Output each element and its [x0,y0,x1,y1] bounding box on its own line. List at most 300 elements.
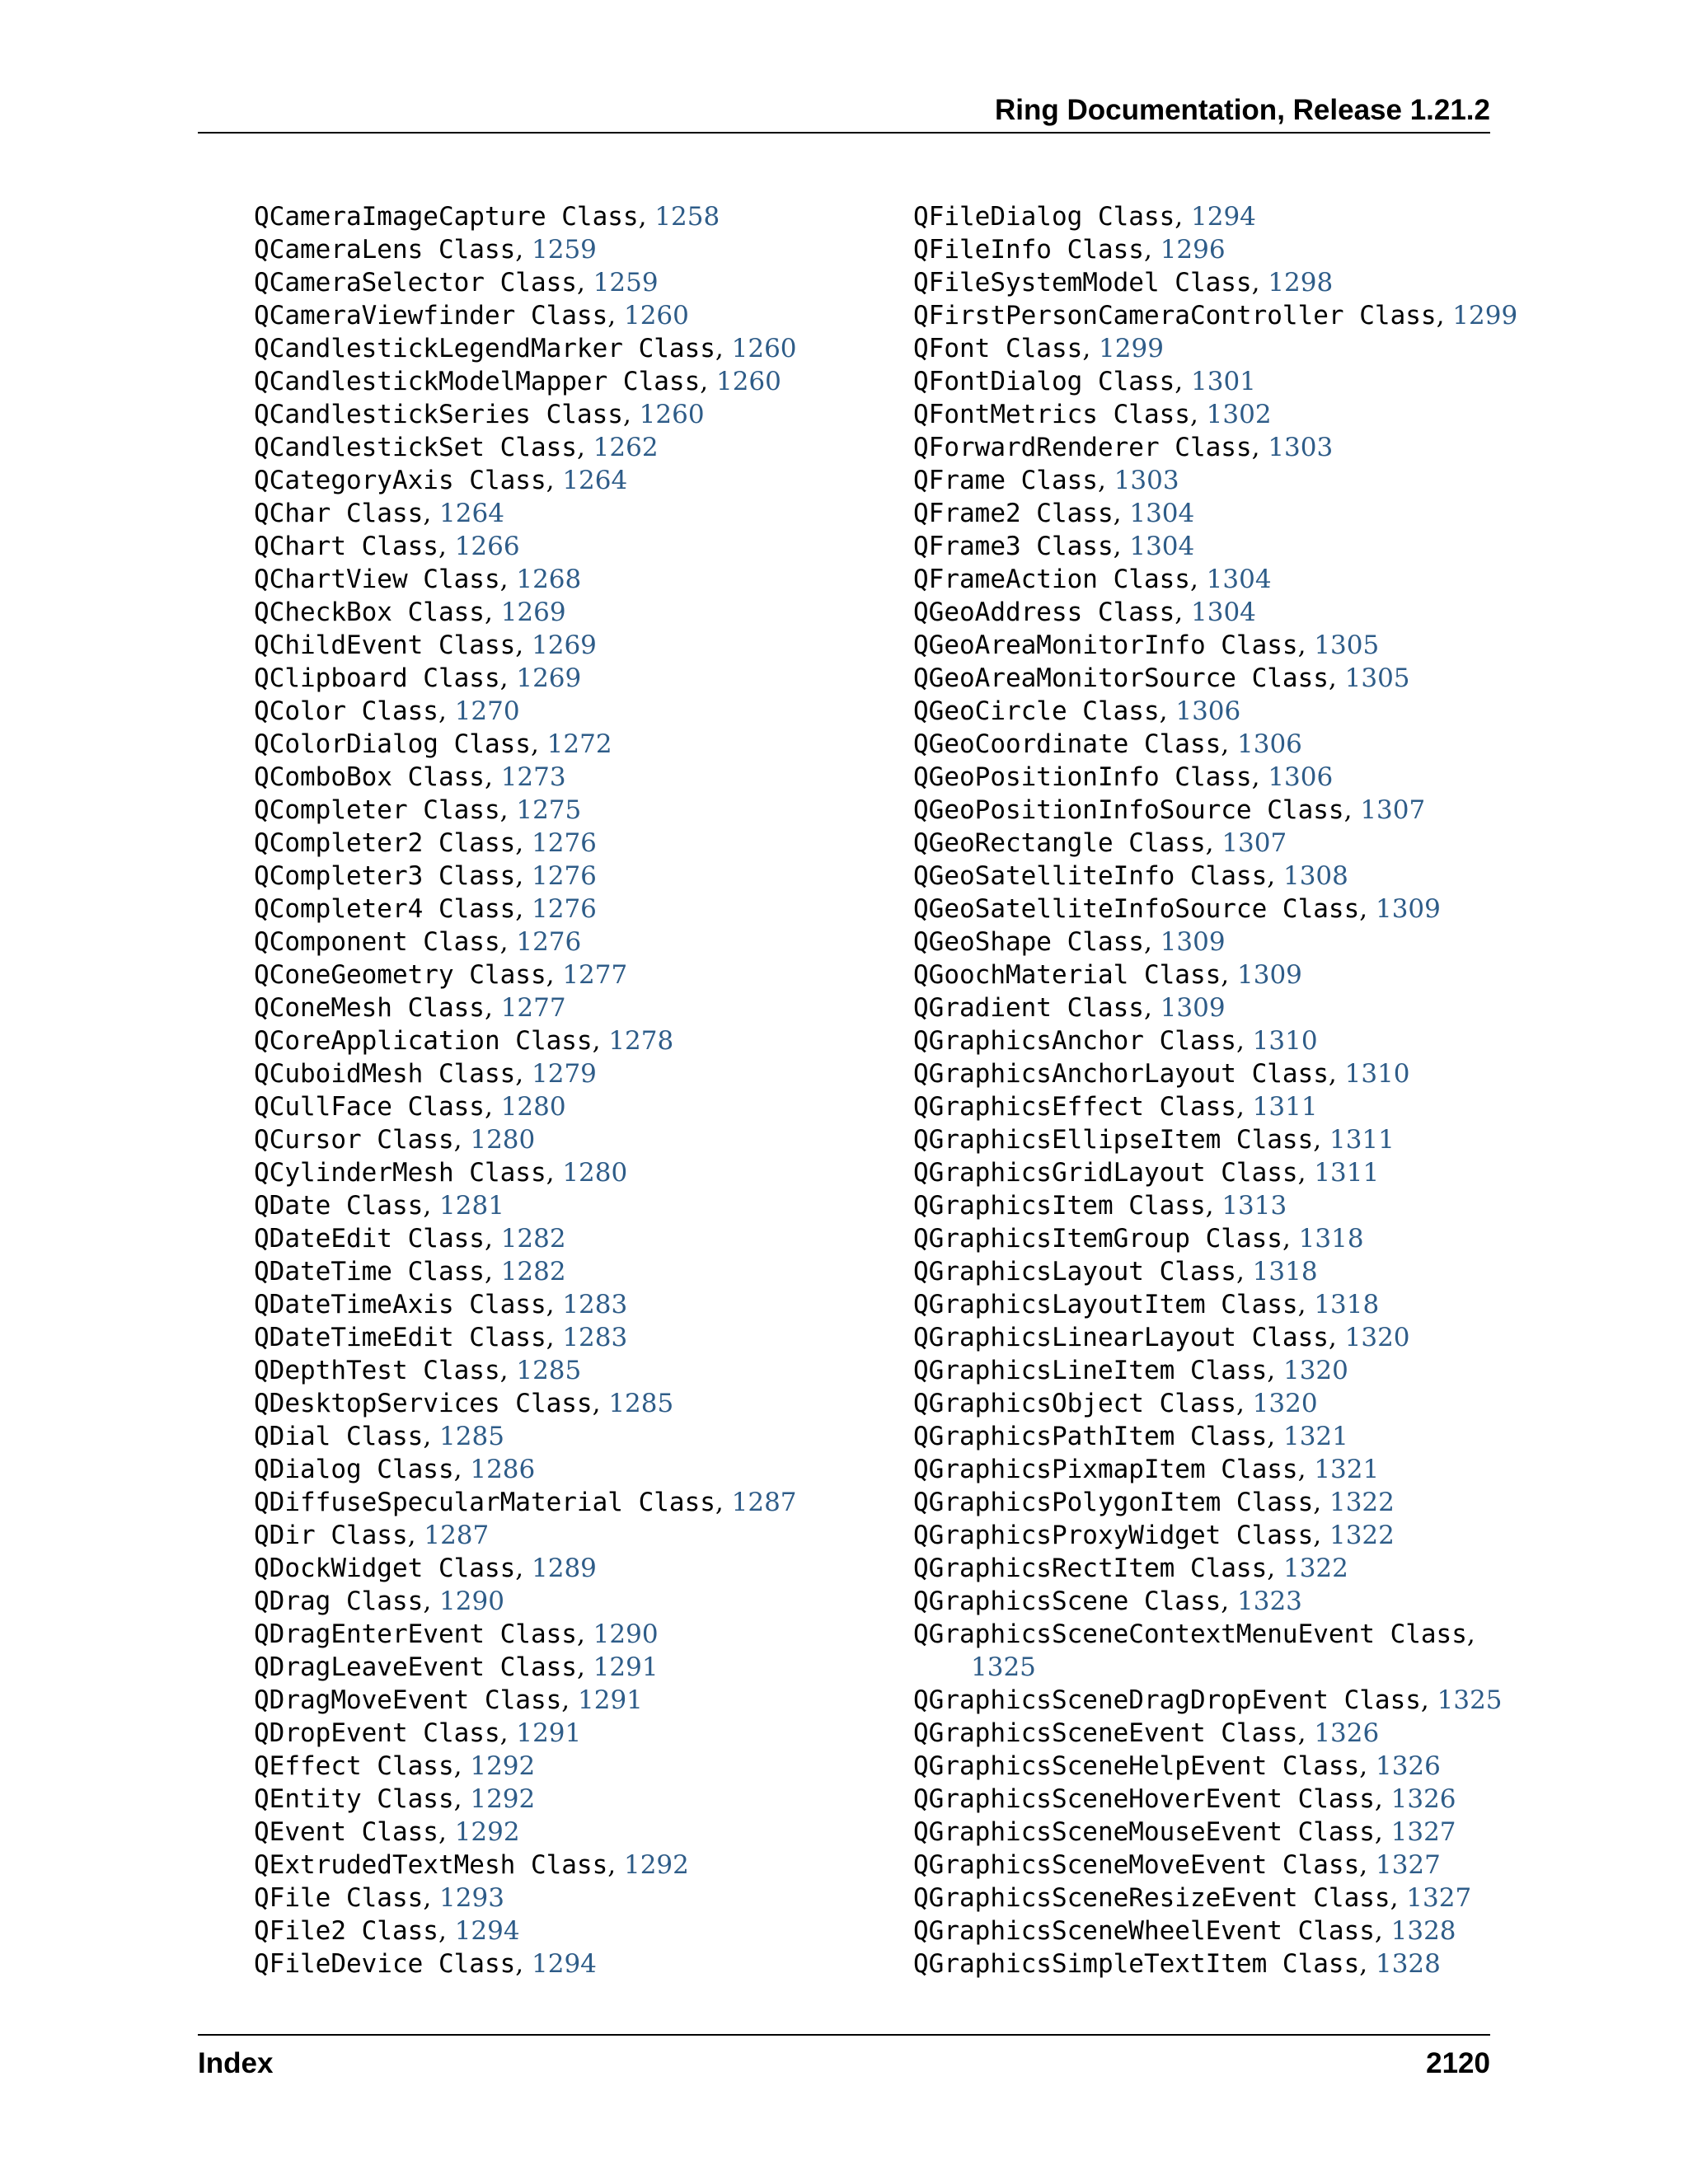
index-entry-separator: , [423,1422,440,1451]
index-entry-separator: , [1143,927,1160,957]
index-entry-name: QFileInfo Class [913,235,1144,265]
index-entry-page-link[interactable]: 1309 [1160,927,1226,957]
index-entry-separator: , [700,367,716,396]
index-entry-page-link[interactable]: 1318 [1252,1257,1318,1286]
index-entry-page-link[interactable]: 1327 [1406,1883,1472,1913]
index-entry-page-link[interactable]: 1306 [1237,729,1302,759]
index-entry-separator: , [407,1521,424,1550]
index-column-left [254,200,880,1980]
index-entry [913,398,1540,431]
index-entry [913,1057,1540,1090]
index-entry-page-link[interactable]: 1327 [1375,1850,1441,1880]
index-entry [913,1882,1540,1915]
index-entry-page-link[interactable]: 1258 [654,202,720,232]
page-footer [198,2034,1490,2079]
index-entry-page-link[interactable]: 1286 [470,1455,536,1484]
index-entry-name: QGeoPositionInfoSource Class [913,795,1344,825]
index-entry-name: QGraphicsRectItem Class [913,1554,1268,1583]
index-entry-page-link[interactable]: 1321 [1314,1455,1380,1484]
index-entry-page-link[interactable]: 1307 [1360,795,1426,825]
index-entry-name: QGraphicsSceneMoveEvent Class [913,1850,1360,1880]
index-entry-separator: , [484,1092,501,1122]
index-entry-separator: , [1221,729,1237,759]
index-entry-page-link[interactable]: 1285 [608,1389,674,1418]
index-entry [254,827,880,860]
index-entry-page-link[interactable]: 1262 [593,433,659,462]
index-entry-page-link[interactable]: 1266 [454,532,520,561]
index-entry-page-link[interactable]: 1280 [470,1125,536,1155]
index-entry-separator: , [546,466,563,495]
index-entry-page-link[interactable]: 1322 [1329,1488,1395,1517]
index-entry-name: QCullFace Class [254,1092,485,1122]
index-entry [254,299,880,332]
index-entry-name: QDepthTest Class [254,1356,500,1385]
index-entry [913,958,1540,991]
index-entry [254,233,880,266]
index-entry-page-link[interactable]: 1309 [1375,894,1441,924]
index-entry [913,1717,1540,1750]
index-entry [254,431,880,464]
index-entry [913,299,1540,332]
index-entry-name: QGraphicsPolygonItem Class [913,1488,1314,1517]
index-entry-page-link[interactable]: 1303 [1268,433,1334,462]
index-entry-page-link[interactable]: 1259 [532,235,597,265]
index-entry-name: QGraphicsEffect Class [913,1092,1236,1122]
index-entry-name: QCameraImageCapture Class [254,202,639,232]
index-entry-separator: , [515,828,532,858]
index-entry [254,991,880,1024]
index-entry [913,233,1540,266]
index-entry-page-link[interactable]: 1308 [1282,861,1348,891]
index-entry-separator: , [1313,1488,1329,1517]
footer-section-name: Index [198,2047,274,2079]
index-entry [254,1783,880,1816]
index-entry-name: QGeoAreaMonitorSource Class [913,663,1329,693]
index-entry-page-link[interactable]: 1273 [500,762,566,792]
index-entry-name: QGoochMaterial Class [913,960,1221,990]
index-entry-separator: , [499,1718,517,1748]
index-entry-separator: , [1267,1554,1283,1583]
index-entry-name: QChartView Class [254,565,500,594]
index-entry-page-link[interactable]: 1296 [1160,235,1226,265]
index-entry-page-link[interactable]: 1327 [1390,1817,1456,1847]
index-entry [913,1585,1540,1618]
index-entry-separator: , [499,1356,517,1385]
index-entry-page-link[interactable]: 1325 [971,1652,1036,1682]
index-entry-page-link[interactable]: 1260 [731,334,797,363]
index-entry-name: QDiffuseSpecularMaterial Class [254,1488,715,1517]
page-header [198,92,1490,134]
index-entry-separator: , [576,1619,593,1649]
index-entry [913,893,1540,926]
index-entry-name: QColorDialog Class [254,729,531,759]
index-entry-name: QCompleter4 Class [254,894,516,924]
index-entry-page-link[interactable]: 1313 [1221,1191,1287,1221]
index-entry [254,266,880,299]
index-entry [254,1915,880,1947]
index-entry [254,563,880,596]
index-entry-page-link[interactable]: 1281 [439,1191,504,1221]
index-entry-page-link[interactable]: 1318 [1314,1290,1380,1319]
index-entry-separator: , [1113,532,1130,561]
index-entry [254,365,880,398]
index-entry [254,332,880,365]
index-entry-page-link[interactable]: 1264 [562,466,628,495]
index-entry-name: QCandlestickLegendMarker Class [254,334,715,363]
index-entry-page-link[interactable]: 1287 [424,1521,490,1550]
index-entry-name: QDateTime Class [254,1257,485,1286]
index-entry [913,991,1540,1024]
index-entry-name: QCategoryAxis Class [254,466,546,495]
index-entry-page-link[interactable]: 1282 [500,1257,566,1286]
index-entry-name: QCursor Class [254,1125,454,1155]
index-entry [913,530,1540,563]
index-entry-separator: , [1328,1059,1345,1089]
index-entry-name: QDragLeaveEvent Class [254,1652,577,1682]
index-entry-page-link[interactable]: 1309 [1237,960,1302,990]
index-entry-page-link[interactable]: 1311 [1329,1125,1395,1155]
index-entry [913,1783,1540,1816]
index-entry-page-link[interactable]: 1302 [1206,400,1272,429]
index-entry-page-link[interactable]: 1268 [516,565,582,594]
index-entry-separator: , [515,894,532,924]
index-entry-page-link[interactable]: 1277 [500,993,566,1023]
index-entry-page-link[interactable]: 1305 [1344,663,1410,693]
index-entry-page-link[interactable]: 1326 [1314,1718,1380,1748]
index-entry-page-link[interactable]: 1299 [1099,334,1164,363]
index-entry [254,1255,880,1288]
index-entry-name: QGraphicsItemGroup Class [913,1224,1282,1254]
index-entry [913,1420,1540,1453]
index-entry-page-link[interactable]: 1269 [532,630,597,660]
index-entry-name: QGraphicsLayoutItem Class [913,1290,1298,1319]
index-entry-separator: , [499,663,517,693]
index-entry-name: QCameraSelector Class [254,268,577,298]
index-entry-separator: , [423,1586,440,1616]
index-entry-name: QConeGeometry Class [254,960,546,990]
index-entry-separator: , [1251,762,1268,792]
index-entry [913,629,1540,662]
index-entry [254,497,880,530]
index-entry-name: QChart Class [254,532,438,561]
index-entry-name: QCoreApplication Class [254,1026,593,1056]
index-entry-name: QCylinderMesh Class [254,1158,546,1188]
index-entry-separator: , [1251,433,1268,462]
index-entry-separator: , [1221,1586,1237,1616]
index-entry [913,1024,1540,1057]
index-entry-name: QGraphicsLinearLayout Class [913,1323,1329,1352]
index-entry-name: QGraphicsSceneResizeEvent Class [913,1883,1390,1913]
index-entry-page-link[interactable]: 1309 [1160,993,1226,1023]
index-entry-separator: , [1297,630,1315,660]
index-entry-page-link[interactable]: 1306 [1175,696,1241,726]
index-entry-separator: , [715,334,732,363]
index-entry [913,1288,1540,1321]
index-entry [254,662,880,695]
index-entry-separator: , [530,729,547,759]
index-entry-page-link[interactable]: 1326 [1375,1751,1441,1781]
index-entry-separator: , [1297,1290,1315,1319]
index-entry-page-link[interactable]: 1307 [1221,828,1287,858]
index-entry [913,860,1540,893]
index-entry-name: QFileDialog Class [913,202,1175,232]
index-entry-separator: , [453,1455,471,1484]
index-entry [913,662,1540,695]
index-entry-name: QEvent Class [254,1817,438,1847]
index-entry-separator: , [1343,795,1361,825]
index-entry [913,794,1540,827]
index-entry-separator: , [1175,367,1191,396]
index-entry-separator: , [484,993,501,1023]
index-entry-separator: , [546,1158,563,1188]
index-entry-separator: , [438,1817,455,1847]
index-entry-name: QFile Class [254,1883,424,1913]
index-entry-separator: , [1143,235,1160,265]
index-entry-name: QCandlestickModelMapper Class [254,367,701,396]
index-entry-separator: , [715,1488,732,1517]
index-entry-separator: , [515,630,532,660]
index-column-right [913,200,1540,1980]
index-entry [913,1255,1540,1288]
index-entry-page-link[interactable]: 1275 [516,795,582,825]
index-entry-page-link[interactable]: 1320 [1344,1323,1410,1352]
index-entry-separator: , [1466,1619,1475,1649]
index-entry-page-link[interactable]: 1283 [562,1290,628,1319]
index-entry [913,1453,1540,1486]
index-entry-page-link[interactable]: 1298 [1268,268,1334,298]
index-entry-page-link[interactable]: 1292 [623,1850,689,1880]
index-entry [913,563,1540,596]
index-entry-page-link[interactable]: 1279 [532,1059,597,1089]
index-entry-page-link[interactable]: 1304 [1129,532,1195,561]
index-entry-page-link[interactable]: 1276 [532,894,597,924]
index-entry-name: QGeoAreaMonitorInfo Class [913,630,1298,660]
index-entry-page-link[interactable]: 1301 [1191,367,1256,396]
index-entry-separator: , [438,696,455,726]
index-entry [254,464,880,497]
index-entry-separator: , [592,1026,609,1056]
index-entry [254,398,880,431]
index-entry-separator: , [1267,861,1283,891]
index-entry-separator: , [515,1554,532,1583]
index-entry-page-link[interactable]: 1326 [1390,1784,1456,1814]
index-entry-separator: , [499,795,517,825]
index-entry-name: QFrameAction Class [913,565,1190,594]
index-entry-separator: , [438,1916,455,1946]
index-entry-page-link[interactable]: 1290 [439,1586,504,1616]
index-entry-name: QDesktopServices Class [254,1389,593,1418]
index-entry-separator: , [1374,1916,1391,1946]
index-entry-page-link[interactable]: 1291 [578,1685,643,1715]
index-entry-page-link[interactable]: 1304 [1191,598,1256,627]
index-entry-separator: , [499,927,517,957]
index-entry-page-link[interactable]: 1320 [1252,1389,1318,1418]
index-entry-page-link[interactable]: 1311 [1252,1092,1318,1122]
index-entry-name: QCompleter Class [254,795,500,825]
index-entry-page-link[interactable]: 1292 [470,1751,536,1781]
index-entry-separator: , [499,565,517,594]
index-entry-name: QGraphicsAnchorLayout Class [913,1059,1329,1089]
index-entry-name: QGraphicsSceneWheelEvent Class [913,1916,1375,1946]
index-entry-separator: , [1221,960,1237,990]
index-entry-name: QGraphicsProxyWidget Class [913,1521,1314,1550]
index-entry-page-link[interactable]: 1264 [439,499,504,528]
index-entry-name: QDrag Class [254,1586,424,1616]
index-entry-separator: , [1297,1455,1315,1484]
index-entry-page-link[interactable]: 1280 [500,1092,566,1122]
index-entry-page-link[interactable]: 1276 [516,927,582,957]
index-entry-page-link[interactable]: 1260 [623,301,689,330]
index-entry-name: QChar Class [254,499,424,528]
index-entry-page-link[interactable]: 1289 [532,1554,597,1583]
footer-page-number: 2120 [1426,2047,1490,2079]
index-entry-page-link[interactable]: 1328 [1375,1949,1441,1979]
index-entry-name: QChildEvent Class [254,630,516,660]
index-entry [254,1420,880,1453]
index-entry-name: QDragEnterEvent Class [254,1619,577,1649]
index-entry-page-link[interactable]: 1291 [593,1652,659,1682]
index-entry-separator: , [561,1685,578,1715]
index-entry-page-link[interactable]: 1269 [500,598,566,627]
index-entry-separator: , [1313,1521,1329,1550]
index-entry [254,1552,880,1585]
index-entry-page-link[interactable]: 1318 [1298,1224,1364,1254]
index-entry-name: QGraphicsPathItem Class [913,1422,1268,1451]
index-entry-separator: , [1236,1092,1253,1122]
index-entry-page-link[interactable]: 1322 [1282,1554,1348,1583]
index-entry-name: QDial Class [254,1422,424,1451]
index-entry-page-link[interactable]: 1293 [439,1883,504,1913]
index-entry-name: QDialog Class [254,1455,454,1484]
index-entry-separator: , [484,762,501,792]
index-entry-page-link[interactable]: 1323 [1237,1586,1302,1616]
index-entry-name: QFileDevice Class [254,1949,516,1979]
index-entry-page-link[interactable]: 1320 [1282,1356,1348,1385]
index-entry-separator: , [546,1290,563,1319]
index-entry-page-link[interactable]: 1321 [1282,1422,1348,1451]
index-entry-name: QGeoRectangle Class [913,828,1206,858]
index-entry [913,1947,1540,1980]
index-entry [254,1123,880,1156]
index-entry-page-link[interactable]: 1311 [1314,1158,1380,1188]
index-entry-name: QEntity Class [254,1784,454,1814]
index-entry-separator: , [453,1784,471,1814]
index-entry-page-link[interactable]: 1299 [1452,301,1518,330]
index-entry-separator: , [1175,202,1191,232]
index-entry-page-link[interactable]: 1276 [532,861,597,891]
index-entry-separator: , [1205,1191,1222,1221]
index-entry-page-link[interactable]: 1322 [1329,1521,1395,1550]
index-entry-name: QCameraLens Class [254,235,516,265]
index-entry-name: QDateTimeEdit Class [254,1323,546,1352]
index-entry-page-link[interactable]: 1276 [532,828,597,858]
index-entry-page-link[interactable]: 1287 [731,1488,797,1517]
index-entry-page-link[interactable]: 1280 [562,1158,628,1188]
index-entry-separator: , [438,532,455,561]
index-entry-name: QFile2 Class [254,1916,438,1946]
index-entry-separator: , [515,861,532,891]
index-entry-name: QEffect Class [254,1751,454,1781]
index-entry-name: QComboBox Class [254,762,485,792]
index-entry-separator: , [423,1191,440,1221]
index-entry [913,1090,1540,1123]
index-entry-separator: , [1236,1389,1253,1418]
index-entry-page-link[interactable]: 1269 [516,663,582,693]
index-entry [913,1552,1540,1585]
index-entry-page-link[interactable]: 1259 [593,268,659,298]
index-entry-page-link[interactable]: 1304 [1129,499,1195,528]
index-entry-separator: , [576,433,593,462]
index-entry-page-link[interactable]: 1290 [593,1619,659,1649]
index-entry-page-link[interactable]: 1260 [715,367,781,396]
index-entry [913,1750,1540,1783]
index-entry-page-link[interactable]: 1270 [454,696,520,726]
index-entry-name: QDragMoveEvent Class [254,1685,562,1715]
index-entry-page-link[interactable]: 1303 [1114,466,1179,495]
index-entry-page-link[interactable]: 1310 [1344,1059,1410,1089]
index-entry-page-link[interactable]: 1272 [546,729,612,759]
index-entry-page-link[interactable]: 1291 [516,1718,582,1748]
index-entry-name: QCompleter2 Class [254,828,516,858]
index-entry-page-link[interactable]: 1325 [1437,1685,1503,1715]
index-entry-name: QColor Class [254,696,438,726]
index-entry-page-link[interactable]: 1283 [562,1323,628,1352]
index-entry-separator: , [1159,696,1176,726]
index-entry-page-link[interactable]: 1277 [562,960,628,990]
index-entry-page-link[interactable]: 1292 [470,1784,536,1814]
index-entry-page-link[interactable]: 1328 [1390,1916,1456,1946]
index-entry [913,497,1540,530]
index-entry-name: QGraphicsSceneEvent Class [913,1718,1298,1748]
index-entry-separator: , [1359,894,1376,924]
index-entry [254,1321,880,1354]
index-entry-page-link[interactable]: 1260 [639,400,705,429]
document-title: Ring Documentation, Release 1.21.2 [994,94,1490,126]
index-entry-name: QGraphicsPixmapItem Class [913,1455,1298,1484]
index-entry-name: QForwardRenderer Class [913,433,1252,462]
index-entry-name: QGraphicsSceneHoverEvent Class [913,1784,1375,1814]
index-entry-page-link[interactable]: 1294 [532,1949,597,1979]
index-entry-page-link[interactable]: 1278 [608,1026,674,1056]
index-entry-page-link[interactable]: 1285 [516,1356,582,1385]
index-entry [254,1618,880,1651]
index-entry-page-link[interactable]: 1292 [454,1817,520,1847]
index-entry-separator: , [1143,993,1160,1023]
index-entry-separator: , [1313,1125,1329,1155]
index-entry-separator: , [1359,1949,1376,1979]
index-entry-name: QGradient Class [913,993,1144,1023]
index-entry [913,827,1540,860]
index-entry-page-link[interactable]: 1310 [1252,1026,1318,1056]
index-entry-name: QExtrudedTextMesh Class [254,1850,608,1880]
index-entry [913,1486,1540,1519]
index-entry-separator: , [1236,1026,1253,1056]
index-entry-page-link[interactable]: 1304 [1206,565,1272,594]
index-entry [254,1057,880,1090]
index-entry-page-link[interactable]: 1306 [1268,762,1334,792]
index-entry-page-link[interactable]: 1305 [1314,630,1380,660]
index-entry [913,1387,1540,1420]
index-entry-page-link[interactable]: 1294 [454,1916,520,1946]
index-entry-page-link[interactable]: 1282 [500,1224,566,1254]
index-entry-page-link[interactable]: 1285 [439,1422,504,1451]
index-entry-separator: , [1297,1718,1315,1748]
index-entry [254,1222,880,1255]
index-entry-page-link[interactable]: 1294 [1191,202,1256,232]
index-entry [913,1156,1540,1189]
index-entry-name: QDateEdit Class [254,1224,485,1254]
index-entry-separator: , [1097,466,1114,495]
